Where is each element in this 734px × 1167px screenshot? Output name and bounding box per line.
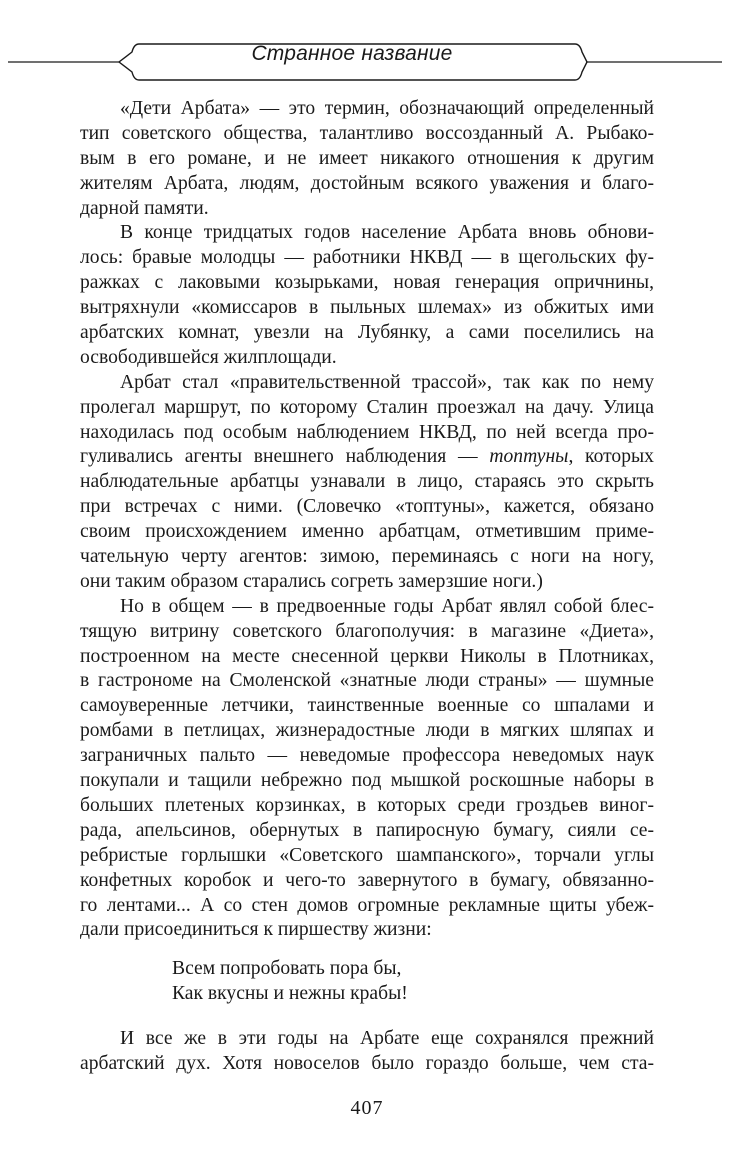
text-line: Но в общем — в предвоенные годы Арбат являл собой блес- (120, 595, 654, 617)
text-line: И все же в эти годы на Арбате еще сохранялся прежний (120, 1028, 654, 1050)
text-line: арбатских комнат, увезли на Лубянку, а сами поселились на (80, 322, 654, 344)
text-line: «Дети Арбата» — это термин, обозначающий определенный (120, 98, 654, 119)
running-header (0, 0, 734, 110)
text-line: пролегал маршрут, по которому Сталин проезжал на дачу. Улица (80, 396, 654, 418)
text-line: лось: бравые молодцы — работники НКВД — в щегольских фу- (80, 247, 654, 269)
text-line: при встречах с ними. (Словечко «топтуны», кажется, обязано (80, 496, 654, 518)
text-line: го лентами... А со стен домов огромные рекламные щиты убеж- (80, 894, 654, 916)
verse-line: Всем попробовать пора бы, (172, 958, 402, 980)
text-line: ребристые горлышки «Советского шампанского», торчали углы (80, 844, 654, 866)
text-line: В конце тридцатых годов население Арбата вновь обнови- (120, 222, 654, 244)
text-line: вытряхнули «комиссаров в пыльных шлемах» из обжитых ими (80, 297, 654, 319)
paragraph-4 (80, 595, 654, 943)
paragraph-2 (80, 221, 654, 370)
text-line: конфетных коробок и чего-то завернутого в бумагу, обвязанно- (80, 869, 654, 891)
text-line: Арбат стал «правительственной трассой», так как по нему (120, 371, 654, 393)
paragraph-1 (80, 97, 654, 221)
text-line: арбатский дух. Хотя новоселов было гораздо больше, чем ста- (80, 1052, 654, 1074)
paragraph-5 (80, 1027, 654, 1077)
verse-line: Как вкусны и нежны крабы! (172, 983, 408, 1005)
text-line: рада, апельсинов, обернутых в папиросную бумагу, сияли се- (80, 819, 654, 841)
text-line: тящую витрину советского благополучия: в магазине «Диета», (80, 620, 654, 642)
text-line: вым в его романе, и не имеет никакого отношения к другим (80, 147, 654, 169)
text-line: своим происхождением именно арбатцам, отметившим приме- (80, 521, 654, 543)
text-line: больших плетеных корзинках, в которых среди гроздьев виног- (80, 794, 654, 816)
body-text (80, 97, 654, 1077)
text-line (80, 445, 654, 470)
paragraph-3 (80, 371, 654, 595)
header-title: Странное название (251, 42, 453, 65)
text-line: они таким образом старались согреть замерзшие ноги.) (80, 570, 543, 592)
text-line: тип советского общества, талантливо воссозданный А. Рыбако- (80, 122, 654, 144)
page-number: 407 (350, 1097, 384, 1119)
verse-quote (80, 957, 654, 1007)
text-line: дарной памяти. (80, 197, 209, 219)
text-line: заграничных пальто — неведомые профессора неведомых наук (80, 745, 654, 767)
text-line: в гастрономе на Смоленской «знатные люди страны» — шумные (80, 670, 654, 692)
text-segment: , которых (568, 446, 654, 468)
text-line: самоуверенные летчики, таинственные военные со шпалами и (80, 695, 654, 717)
text-line: построенном на месте снесенной церкви Николы в Плотниках, (80, 645, 654, 667)
text-line: находилась под особым наблюдением НКВД, по ней всегда про- (80, 421, 654, 443)
text-line: освободившейся жилплощади. (80, 346, 337, 368)
text-line: чательную черту агентов: зимою, переминаясь с ноги на ногу, (80, 546, 654, 568)
text-line: покупали и тащили небрежно под мышкой роскошные наборы в (80, 770, 654, 792)
text-line: ражках с лаковыми козырьками, новая генерация опричнины, (80, 272, 654, 294)
text-segment: гуливались агенты внешнего наблюдения — (80, 446, 478, 468)
italic-term: топтуны (489, 446, 569, 468)
text-line: жителям Арбата, людям, достойным всякого уважения и благо- (80, 172, 654, 194)
text-line: ромбами в петлицах, жизнерадостные люди в мягких шляпах и (80, 720, 654, 742)
text-line: наблюдательные арбатцы узнавали в лицо, стараясь это скрыть (80, 471, 654, 493)
text-line: дали присоединиться к пиршеству жизни: (80, 919, 432, 941)
